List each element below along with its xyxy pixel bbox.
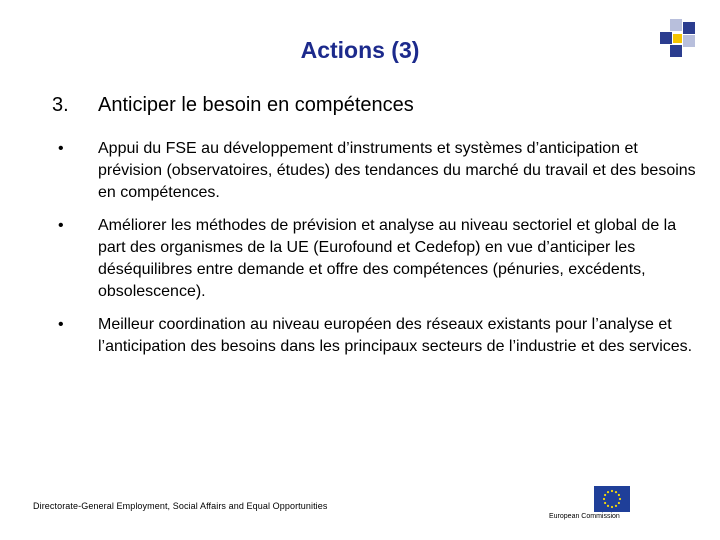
bullet-text: Meilleur coordination au niveau européen des réseaux existants pour l’analyse et l’anticipation des besoins dans les principaux secteurs de l’industrie et des services. <box>98 316 693 355</box>
bullet-marker: • <box>58 316 64 333</box>
slide-title: Actions (3) <box>300 37 420 63</box>
bullet-marker: • <box>58 217 64 234</box>
section-number: 3. <box>52 94 69 116</box>
bullet-text: Améliorer les méthodes de prévision et analyse au niveau sectoriel et global de la part des organismes de la UE (Eurofound et Cedefop) en vue d’anticiper les déséquilibres entre demande et offre des compétences (pénuries, excédents, obsolescence). <box>98 217 677 300</box>
bullet-text: Appui du FSE au développement d’instruments et systèmes d’anticipation et prévision (observatoires, études) des tendances du marché du travail et des besoins en compétences. <box>98 140 696 201</box>
footer-commission-name: European Commission <box>549 513 620 520</box>
eu-flag-icon <box>594 486 630 512</box>
section-heading-text: Anticiper le besoin en compétences <box>98 94 414 116</box>
bullet-marker: • <box>58 140 64 157</box>
footer-dg-name: Directorate-General Employment, Social Affairs and Equal Opportunities <box>33 501 328 511</box>
